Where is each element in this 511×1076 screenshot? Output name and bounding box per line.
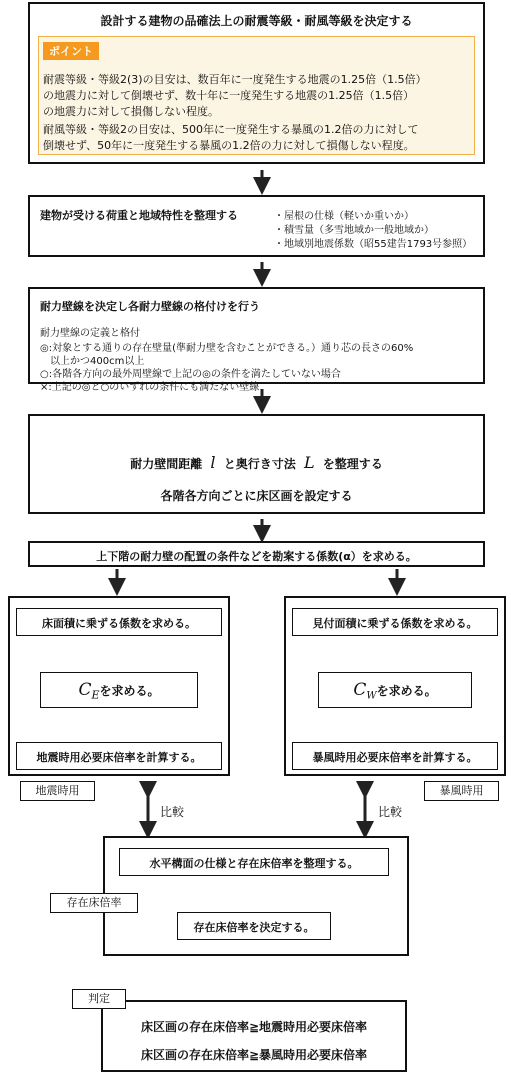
- seismic-step-3: [16, 742, 222, 770]
- ce-sub: E: [91, 688, 100, 702]
- step-span-line-2: 各階各方向ごとに床区画を設定する: [160, 489, 353, 503]
- step-load-note-2: ・積雪量（多雪地域か一般地域か）: [274, 225, 434, 236]
- step-alpha-title: 上下階の耐力壁の配置の条件などを勘案する係数(α）を求める。: [96, 550, 417, 563]
- step-wallline-subtitle: 耐力壁線の定義と格付: [40, 328, 140, 339]
- existing-ratio-box: [103, 836, 409, 956]
- step-wallline-line-4: ×:上記の◎と○のいずれの条件にも満たない壁線: [40, 382, 260, 393]
- seismic-branch-box: [8, 596, 230, 776]
- span-text-pre: 耐力壁間距離: [130, 457, 203, 471]
- step-wallline-title: 耐力壁線を決定し各耐力壁線の格付けを行う: [40, 300, 260, 313]
- point-line-2: の地震力に対して倒壊せず、数十年に一度発生する地震の1.25倍（1.5倍）: [43, 89, 415, 102]
- wind-step-1: [292, 608, 498, 636]
- judgement-line-1: 床区画の存在床倍率≧地震時用必要床倍率: [140, 1020, 368, 1034]
- seismic-step-3-text: 地震時用必要床倍率を計算する。: [36, 751, 202, 764]
- seismic-tag: 地震時用: [20, 781, 95, 801]
- ce-post: を求める。: [99, 684, 160, 698]
- judgement-box: [101, 1000, 407, 1072]
- judgement-tag: 判定: [72, 989, 126, 1009]
- existing-step-2-text: 存在床倍率を決定する。: [193, 921, 315, 934]
- var-l: l: [210, 453, 216, 472]
- existing-step-1: [119, 848, 389, 876]
- step-span-line-1: [30, 453, 483, 472]
- cw-sub: W: [366, 690, 377, 702]
- step-wallline-line-2: 以上かつ400cm以上: [40, 356, 145, 367]
- point-line-1: 耐震等級・等級2(3)の目安は、数百年に一度発生する地震の1.25倍（1.5倍）: [43, 73, 427, 86]
- step-load-box: [28, 195, 485, 257]
- step-span-box: [28, 414, 485, 514]
- wind-step-2: [318, 672, 472, 708]
- wind-branch-box: [284, 596, 506, 776]
- span-text-mid: と奥行き寸法: [223, 457, 296, 471]
- seismic-step-1: [16, 608, 222, 636]
- point-line-5: 倒壊せず、50年に一度発生する暴風の1.2倍の力に対して損傷しない程度。: [43, 139, 415, 152]
- step-alpha-box: [28, 541, 485, 567]
- point-panel: [38, 36, 475, 155]
- point-label: ポイント: [43, 42, 99, 60]
- wind-step-1-text: 見付面積に乗ずる係数を求める。: [312, 617, 478, 630]
- step-load-note-3: ・地域別地震係数（昭55建告1793号参照）: [274, 239, 473, 250]
- step-wallline-line-3: ○:各階各方向の最外周壁線で上記の◎の条件を満たしていない場合: [40, 369, 341, 380]
- step-grade-title: 設計する建物の品確法上の耐震等級・耐風等級を決定する: [100, 14, 413, 28]
- seismic-step-2: [40, 672, 198, 708]
- step-grade-box: [28, 2, 485, 164]
- seismic-step-1-text: 床面積に乗ずる係数を求める。: [42, 617, 196, 630]
- cw-var: C: [353, 680, 367, 700]
- step-load-title: 建物が受ける荷重と地域特性を整理する: [40, 209, 238, 222]
- var-L: L: [303, 453, 315, 472]
- point-line-4: 耐風等級・等級2の目安は、500年に一度発生する暴風の1.2倍の力に対して: [43, 123, 419, 136]
- wind-step-3-text: 暴風時用必要床倍率を計算する。: [312, 751, 478, 764]
- point-line-3: の地震力に対して損傷しない程度。: [43, 105, 219, 118]
- compare-label-right: 比較: [378, 805, 403, 819]
- existing-step-2: [177, 912, 331, 940]
- ce-var: C: [78, 680, 92, 700]
- span-text-post: を整理する: [322, 457, 383, 471]
- wind-step-2-text: [319, 680, 471, 701]
- step-load-note-1: ・屋根の仕様（軽いか重いか）: [274, 211, 414, 222]
- step-wallline-box: [28, 287, 485, 393]
- seismic-step-2-text: [41, 680, 197, 701]
- step-wallline-line-1: ◎:対象とする通りの存在壁量(準耐力壁を含むことができる。）通り芯の長さの60%: [40, 343, 414, 354]
- wind-tag: 暴風時用: [424, 781, 499, 801]
- cw-post: を求める。: [376, 684, 437, 698]
- existing-tag: 存在床倍率: [50, 893, 138, 913]
- wind-step-3: [292, 742, 498, 770]
- compare-label-left: 比較: [160, 805, 185, 819]
- existing-step-1-text: 水平構面の仕様と存在床倍率を整理する。: [149, 857, 359, 870]
- judgement-line-2: 床区画の存在床倍率≧暴風時用必要床倍率: [140, 1048, 368, 1062]
